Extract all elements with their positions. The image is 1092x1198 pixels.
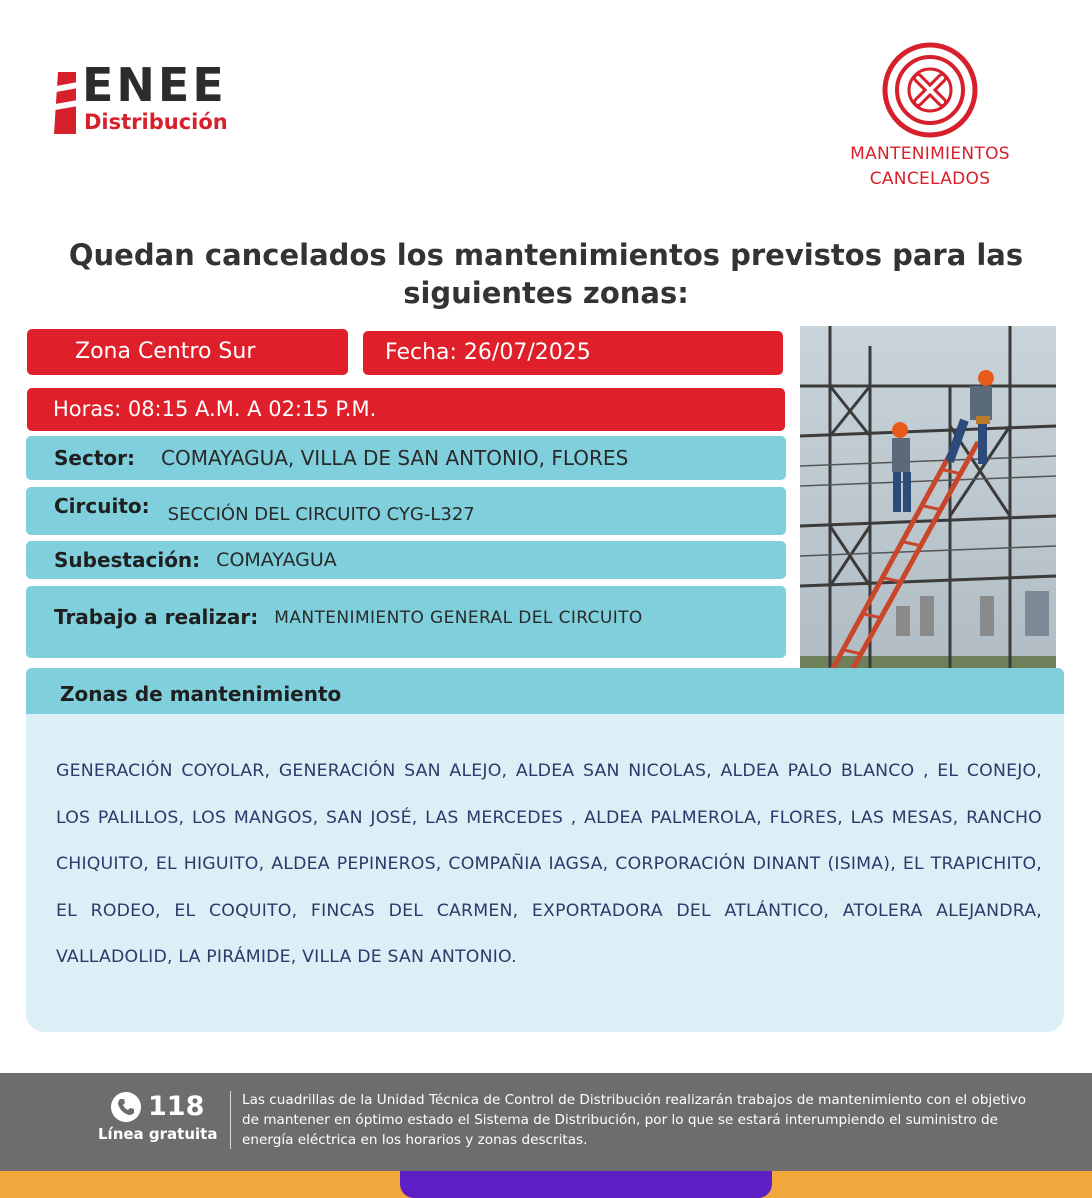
badge-line-1: MANTENIMIENTOS xyxy=(850,144,1010,164)
subestacion-value: COMAYAGUA xyxy=(216,549,337,571)
zonas-header xyxy=(26,668,1064,714)
sector-row xyxy=(26,436,786,480)
trabajo-row xyxy=(26,586,786,658)
logo-word: ENEE xyxy=(82,58,227,112)
substation-photo xyxy=(800,326,1056,710)
circuito-row xyxy=(26,487,786,535)
enee-logo xyxy=(54,58,284,138)
circuito-label: Circuito: xyxy=(54,494,150,518)
subestacion-label: Subestación: xyxy=(54,548,201,572)
date-pill: Fecha: 26/07/2025 xyxy=(363,331,783,375)
hotline-number: 118 xyxy=(148,1091,205,1122)
cancelled-badge xyxy=(820,40,1040,200)
footer-divider xyxy=(230,1091,231,1149)
trabajo-value: MANTENIMIENTO GENERAL DEL CIRCUITO xyxy=(274,608,643,628)
substation-illustration-icon xyxy=(800,326,1056,710)
footer-text: Las cuadrillas de la Unidad Técnica de Control de Distribución realizarán trabajos de mantenimiento con el objetivo de mantener en óptimo estado el Sistema de Distribución, por lo que se estará interumpiendo el suministro de energía eléctrica en los horarios y zonas descritas. xyxy=(242,1092,1027,1148)
phone-icon xyxy=(110,1091,142,1123)
hotline-label: Línea gratuita xyxy=(98,1125,218,1143)
zonas-list-text: GENERACIÓN COYOLAR, GENERACIÓN SAN ALEJO, ALDEA SAN NICOLAS, ALDEA PALO BLANCO , EL CONEJO, LOS PALILLOS, LOS MANGOS, SAN JOSÉ, LAS MERCEDES , ALDEA PALMEROLA, FLORES, LAS MESAS, RANCHO CHIQUITO, EL HIGUITO, ALDEA PEPINEROS, COMPAÑIA IAGSA, CORPORACIÓN DINANT (ISIMA), EL TRAPICHITO, EL RODEO, EL COQUITO, FINCAS DEL CARMEN, EXPORTADORA DEL ATLÁNTICO, ATOLERA ALEJANDRA, VALLADOLID, LA PIRÁMIDE, VILLA DE SAN ANTONIO. xyxy=(56,761,1042,967)
circuito-value: SECCIÓN DEL CIRCUITO CYG-L327 xyxy=(167,503,475,525)
subestacion-row xyxy=(26,541,786,579)
logo-subtitle: Distribución xyxy=(84,110,228,134)
headline: Quedan cancelados los mantenimientos previstos para las siguientes zonas: xyxy=(68,238,1024,310)
zonas-title: Zonas de mantenimiento xyxy=(60,682,342,706)
sector-value: COMAYAGUA, VILLA DE SAN ANTONIO, FLORES xyxy=(161,446,629,470)
hotline xyxy=(96,1091,226,1151)
zone-pill: Zona Centro Sur xyxy=(27,329,348,375)
badge-line-2: CANCELADOS xyxy=(869,169,991,189)
sector-label: Sector: xyxy=(54,446,135,470)
trabajo-label: Trabajo a realizar: xyxy=(54,605,259,629)
footer xyxy=(0,1073,1092,1171)
zonas-body xyxy=(26,714,1064,1032)
logo-mark-icon xyxy=(54,72,78,134)
cancel-x-icon xyxy=(880,42,980,142)
hours-bar: Horas: 08:15 A.M. A 02:15 P.M. xyxy=(27,388,785,431)
bottom-stripe-accent xyxy=(400,1171,772,1198)
